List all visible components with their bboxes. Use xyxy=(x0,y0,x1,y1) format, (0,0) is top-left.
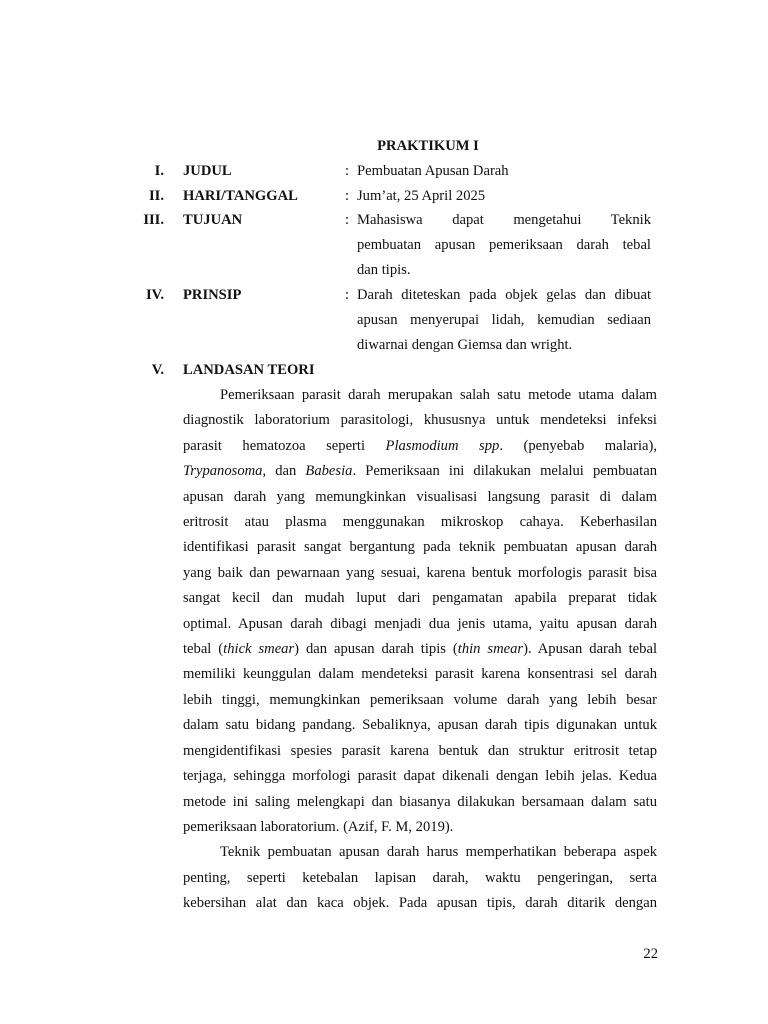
section-label: PRINSIP xyxy=(183,287,242,303)
landasan-teori-paragraph-1 xyxy=(183,383,657,840)
page-title: PRAKTIKUM I xyxy=(377,138,479,154)
paragraph-line: memiliki keunggulan dalam mendeteksi parasit karena konsentrasi sel darah xyxy=(183,666,657,683)
paragraph-line: diagnostik laboratorium parasitologi, khususnya untuk mendeteksi infeksi xyxy=(183,412,657,429)
paragraph-line: apusan darah yang memungkinkan visualisasi langsung parasit di dalam xyxy=(183,488,657,505)
value-line: Jum’at, 25 April 2025 xyxy=(357,188,486,204)
page-number: 22 xyxy=(643,946,658,962)
section-numeral: I. xyxy=(154,163,164,179)
section-colon: : xyxy=(345,188,350,204)
value-line: Pembuatan Apusan Darah xyxy=(357,163,509,179)
section-numeral: III. xyxy=(143,212,164,228)
value-line: diwarnai dengan Giemsa dan wright. xyxy=(357,337,573,353)
paragraph-line: Trypanosoma, dan Babesia. Pemeriksaan ini dilakukan melalui pembuatan xyxy=(183,463,657,480)
value-line: apusan menyerupai lidah, kemudian sediaan xyxy=(357,312,651,328)
section-numeral: II. xyxy=(148,188,164,204)
value-line: dan tipis. xyxy=(357,262,411,278)
value-line: Mahasiswa dapat mengetahui Teknik xyxy=(357,212,651,228)
paragraph-line: metode ini saling melengkapi dan biasanya dilakukan bersamaan dalam satu xyxy=(183,793,657,810)
section-value xyxy=(357,159,651,184)
paragraph-line: identifikasi parasit sangat bergantung pada teknik pembuatan apusan darah xyxy=(183,539,657,556)
paragraph-line: tebal (thick smear) dan apusan darah tipis (thin smear). Apusan darah tebal xyxy=(183,641,657,658)
paragraph-line: pemeriksaan laboratorium. (Azif, F. M, 2019). xyxy=(183,818,454,835)
paragraph-line: dalam satu bidang pandang. Sebaliknya, apusan darah tipis digunakan untuk xyxy=(183,717,657,734)
paragraph-line: penting, seperti ketebalan lapisan darah, waktu pengeringan, serta xyxy=(183,869,657,886)
paragraph-line: lebih tinggi, memungkinkan pemeriksaan volume darah yang lebih besar xyxy=(183,691,657,708)
section-value xyxy=(357,208,651,283)
paragraph-line: yang baik dan pewarnaan yang sesuai, karena bentuk morfologis parasit bisa xyxy=(183,564,657,581)
section-numeral: IV. xyxy=(146,287,164,303)
paragraph-line: parasit hematozoa seperti Plasmodium spp. (penyebab malaria), xyxy=(183,437,657,454)
section-value xyxy=(357,184,651,209)
paragraph-line: optimal. Apusan darah dibagi menjadi dua jenis utama, yaitu apusan darah xyxy=(183,615,657,632)
paragraph-line: sangat kecil dan mudah luput dari pengamatan apabila preparat tidak xyxy=(183,590,657,607)
paragraph-line: Pemeriksaan parasit darah merupakan salah satu metode utama dalam xyxy=(220,387,657,403)
value-line: Darah diteteskan pada objek gelas dan dibuat xyxy=(357,287,651,303)
section-value xyxy=(357,283,651,358)
paragraph-line: Teknik pembuatan apusan darah harus memperhatikan beberapa aspek xyxy=(220,844,657,861)
italic-term: Trypanosoma xyxy=(183,463,263,480)
paragraph-line: kebersihan alat dan kaca objek. Pada apusan tipis, darah ditarik dengan xyxy=(183,895,657,911)
section-numeral: V. xyxy=(151,362,164,378)
section-colon: : xyxy=(345,163,350,179)
section-label: LANDASAN TEORI xyxy=(183,362,315,378)
landasan-teori-paragraph-2 xyxy=(183,840,657,916)
section-colon: : xyxy=(345,287,350,303)
italic-term: thick smear xyxy=(223,641,295,658)
value-line: pembuatan apusan pemeriksaan darah tebal xyxy=(357,237,651,253)
italic-term: Babesia xyxy=(305,463,353,480)
paragraph-line: mengidentifikasi spesies parasit karena bentuk dan struktur eritrosit tetap xyxy=(183,742,657,759)
paragraph-line: terjaga, sehingga morfologi parasit dapat dikenali dengan lebih jelas. Kedua xyxy=(183,768,657,785)
section-label: TUJUAN xyxy=(183,212,243,228)
section-label: HARI/TANGGAL xyxy=(183,188,298,204)
section-colon: : xyxy=(345,212,350,228)
italic-term: Plasmodium spp xyxy=(385,437,500,454)
italic-term: thin smear xyxy=(457,641,524,658)
paragraph-line: eritrosit atau plasma menggunakan mikroskop cahaya. Keberhasilan xyxy=(183,514,657,531)
section-label: JUDUL xyxy=(183,163,232,179)
